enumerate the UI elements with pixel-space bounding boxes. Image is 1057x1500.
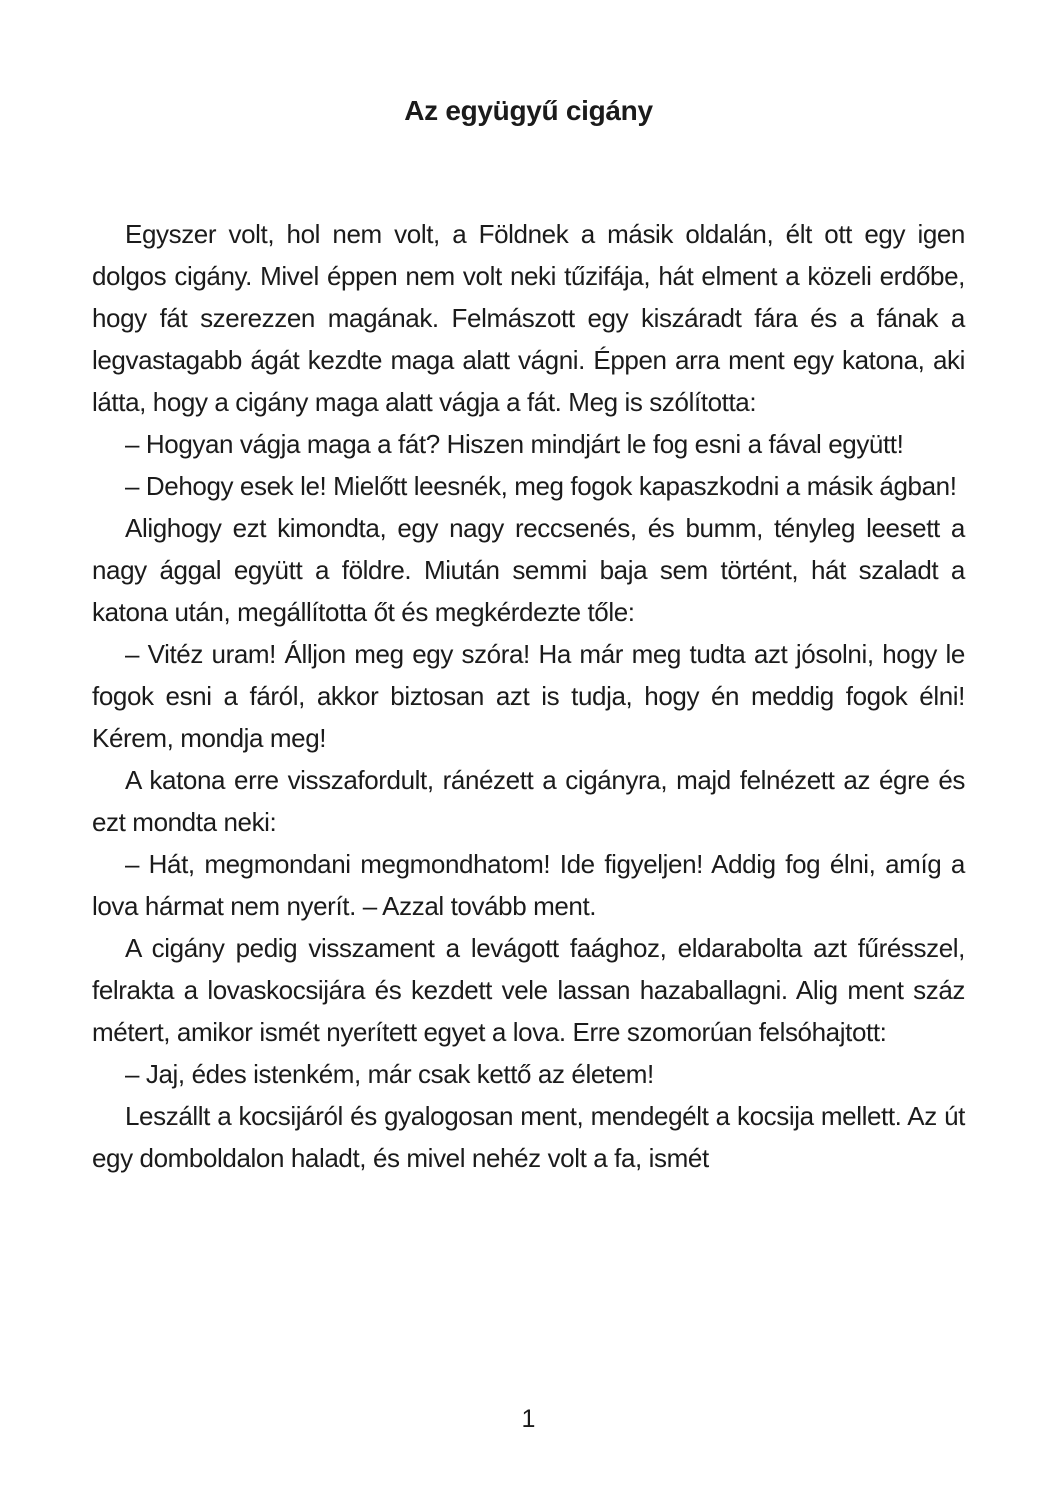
paragraph: – Jaj, édes istenkém, már csak kettő az életem!	[125, 1059, 654, 1089]
paragraph: Alighogy ezt kimondta, egy nagy reccsenés, és bumm, tényleg leesett a nagy ággal együtt a földre. Miután semmi baja sem történt, hát szaladt a katona után, megállította őt és megkérdezte tőle:	[92, 513, 965, 627]
page-title: Az együgyű cigány	[404, 95, 653, 126]
paragraph: Leszállt a kocsijáról és gyalogosan ment, mendegélt a kocsija mellett. Az út egy domboldalon haladt, és mivel nehéz volt a fa, ismét	[92, 1101, 965, 1173]
paragraph: – Vitéz uram! Álljon meg egy szóra! Ha már meg tudta azt jósolni, hogy le fogok esni a fáról, akkor biztosan azt is tudja, hogy én meddig fogok élni! Kérem, mondja meg!	[92, 639, 965, 753]
paragraph: – Dehogy esek le! Mielőtt leesnék, meg fogok kapaszkodni a másik ágban!	[125, 471, 957, 501]
paragraph: Egyszer volt, hol nem volt, a Földnek a másik oldalán, élt ott egy igen dolgos cigány. Mivel éppen nem volt neki tűzifája, hát elment a közeli erdőbe, hogy fát szerezzen magának. Felmászott egy kiszáradt fára és a fának a legvastagabb ágát kezdte maga alatt vágni. Éppen arra ment egy katona, aki látta, hogy a cigány maga alatt vágja a fát. Meg is szólította:	[92, 219, 965, 417]
paragraph: A cigány pedig visszament a levágott faághoz, eldarabolta azt fűrésszel, felrakta a lovaskocsijára és kezdett vele lassan hazaballagni. Alig ment száz métert, amikor ismét nyerített egyet a lova. Erre szomorúan felsóhajtott:	[92, 933, 965, 1047]
story-body	[92, 213, 965, 1179]
paragraph: – Hát, megmondani megmondhatom! Ide figyeljen! Addig fog élni, amíg a lova hármat nem nyerít. – Azzal tovább ment.	[92, 849, 965, 921]
paragraph: A katona erre visszafordult, ránézett a cigányra, majd felnézett az égre és ezt mondta neki:	[92, 765, 965, 837]
paragraph: – Hogyan vágja maga a fát? Hiszen mindjárt le fog esni a fával együtt!	[125, 429, 904, 459]
page-number: 1	[521, 1405, 536, 1433]
